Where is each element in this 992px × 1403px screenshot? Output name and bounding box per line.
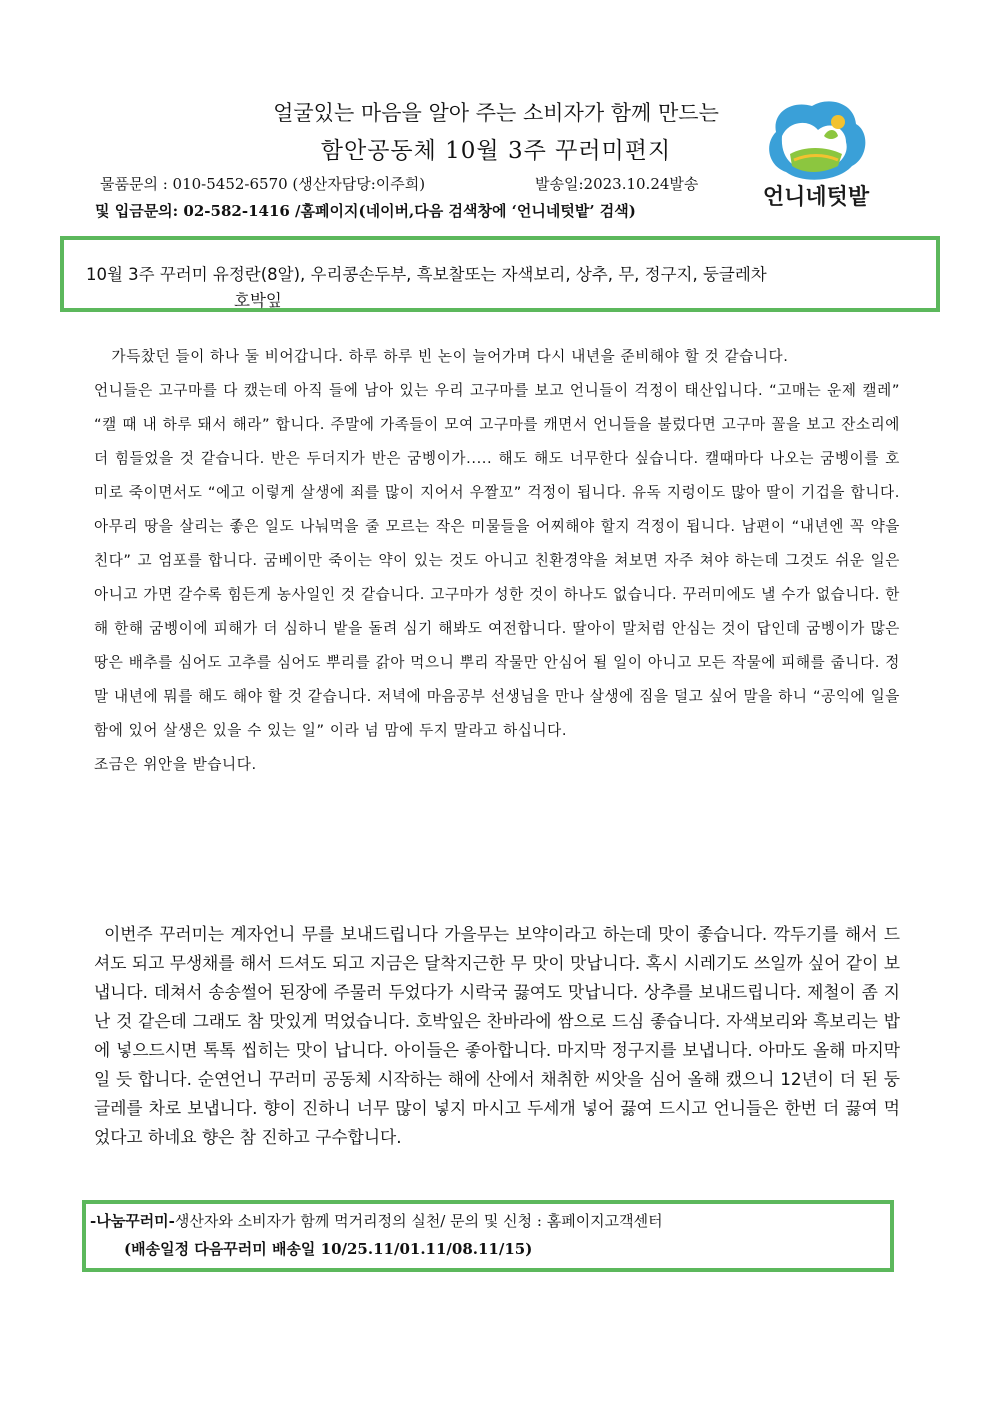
footer-text: 생산자와 소비자가 함께 먹거리정의 실천/ 문의 및 신청 : 홈페이지고객센터	[174, 1212, 663, 1230]
handwritten-letter	[94, 340, 900, 782]
letter-title: 함안공동체 10월 3주 꾸러미편지	[320, 138, 672, 164]
items-line-2: 호박잎	[234, 291, 282, 310]
printed-notice	[94, 920, 900, 1152]
letter-paragraph-1: 가득찼던 들이 하나 둘 비어갑니다. 하루 하루 빈 논이 늘어가며 다시 내년을 준비해야 할 것 같습니다.	[111, 348, 789, 365]
footer-line-1	[90, 1210, 663, 1231]
footer-label: -나눔꾸러미-	[90, 1212, 175, 1230]
contact-line-1	[100, 173, 699, 194]
items-line-1: 10월 3주 꾸러미 유정란(8알), 우리콩손두부, 흑보찰또는 자색보리, 상추, 무, 정구지, 둥글레차	[86, 265, 767, 284]
unninetbat-logo	[742, 92, 890, 214]
letter-paragraph-3: 조금은 위안을 받습니다.	[94, 756, 257, 773]
logo-text: 언니네텃밭	[762, 185, 870, 210]
logo-emblem	[769, 101, 865, 179]
delivery-schedule: (배송일정 다음꾸러미 배송일 10/25.11/01.11/08.11/15)	[124, 1240, 533, 1258]
letter-subtitle: 얼굴있는 마음을 알아 주는 소비자가 함께 만드는	[273, 101, 719, 125]
letter-paragraph-2: 언니들은 고구마를 다 캤는데 아직 들에 남아 있는 우리 고구마를 보고 언니들이 걱정이 태산입니다. “고매는 운제 캘레” “캘 때 내 하루 돼서 해라” 합니다. 주말에 가족들이 모여 고구마를 캐면서 언니들을 불렀다면 고구마 꼴을 보고 잔소리에 더 힘들었을 것 같습니다. 반은 두더지가 반은 굼벵이가..... 해도 해도 너무한다 싶습니다. 캘때마다 나오는 굼벵이를 호미로 죽이면서도 “에고 이렇게 살생에 죄를 많이 지어서 우짤꼬” 걱정이 됩니다. 유독 지렁이도 많아 딸이 기겁을 합니다. 아무리 땅을 살리는 좋은 일도 나눠먹을 줄 모르는 작은 미물들을 어찌해야 할지 걱정이 됩니다. 남편이 “내년엔 꼭 약을 친다” 고 엄포를 합니다. 굼베이만 죽이는 약이 있는 것도 아니고 친환경약을 쳐보면 자주 쳐야 하는데 그것도 쉬운 일은 아니고 가면 갈수록 힘든게 농사일인 것 같습니다. 고구마가 성한 것이 하나도 없습니다. 꾸러미에도 낼 수가 없습니다. 한해 한해 굼벵이에 피해가 더 심하니 밭을 돌려 심기 해봐도 여전합니다. 딸아이 말처럼 안심는 것이 답인데 굼벵이가 많은 땅은 배추를 심어도 고추를 심어도 뿌리를 갉아 먹으니 뿌리 작물만 안심어 될 일이 아니고 모든 작물에 피해를 줍니다. 정말 내년에 뭐를 해도 해야 할 것 같습니다. 저녁에 마음공부 선생님을 만나 살생에 짐을 덜고 싶어 말을 하니 “공익에 일을 함에 있어 살생은 있을 수 있는 일” 이라 넘 맘에 두지 말라고 하십니다.	[94, 382, 900, 739]
sent-date: 발송일:2023.10.24발송	[535, 175, 699, 193]
order-contact: 물품문의 : 010-5452-6570 (생산자담당:이주희)	[100, 175, 426, 193]
items-list	[86, 262, 916, 314]
printed-paragraph: 이번주 꾸러미는 계자언니 무를 보내드립니다 가을무는 보약이라고 하는데 맛이 좋습니다. 깍두기를 해서 드셔도 되고 무생채를 해서 드셔도 되고 지금은 달착지근한 무 맛이 맛납니다. 혹시 시레기도 쓰일까 싶어 같이 보냅니다. 데쳐서 송송썰어 된장에 주물러 두었다가 시락국 끓여도 맛납니다. 상추를 보내드립니다. 제철이 좀 지난 것 같은데 그래도 참 맛있게 먹었습니다. 호박잎은 찬바라에 쌈으로 드심 좋습니다. 자색보리와 흑보리는 밥에 넣으드시면 톡톡 씹히는 맛이 납니다. 아이들은 좋아합니다. 마지막 정구지를 보냅니다. 아마도 올해 마지막일 듯 합니다. 순연언니 꾸러미 공동체 시작하는 해에 산에서 채취한 씨앗을 심어 올해 캤으니 12년이 더 된 둥글레를 차로 보냅니다. 향이 진하니 너무 많이 넣지 마시고 두세개 넣어 끓여 드시고 언니들은 한번 더 끓여 먹었다고 하네요 향은 참 진하고 구수합니다.	[94, 924, 900, 1147]
contact-line-2: 및 입금문의: 02-582-1416 /홈페이지(네이버,다음 검색창에 ‘언니네텃밭’ 검색)	[95, 202, 636, 220]
